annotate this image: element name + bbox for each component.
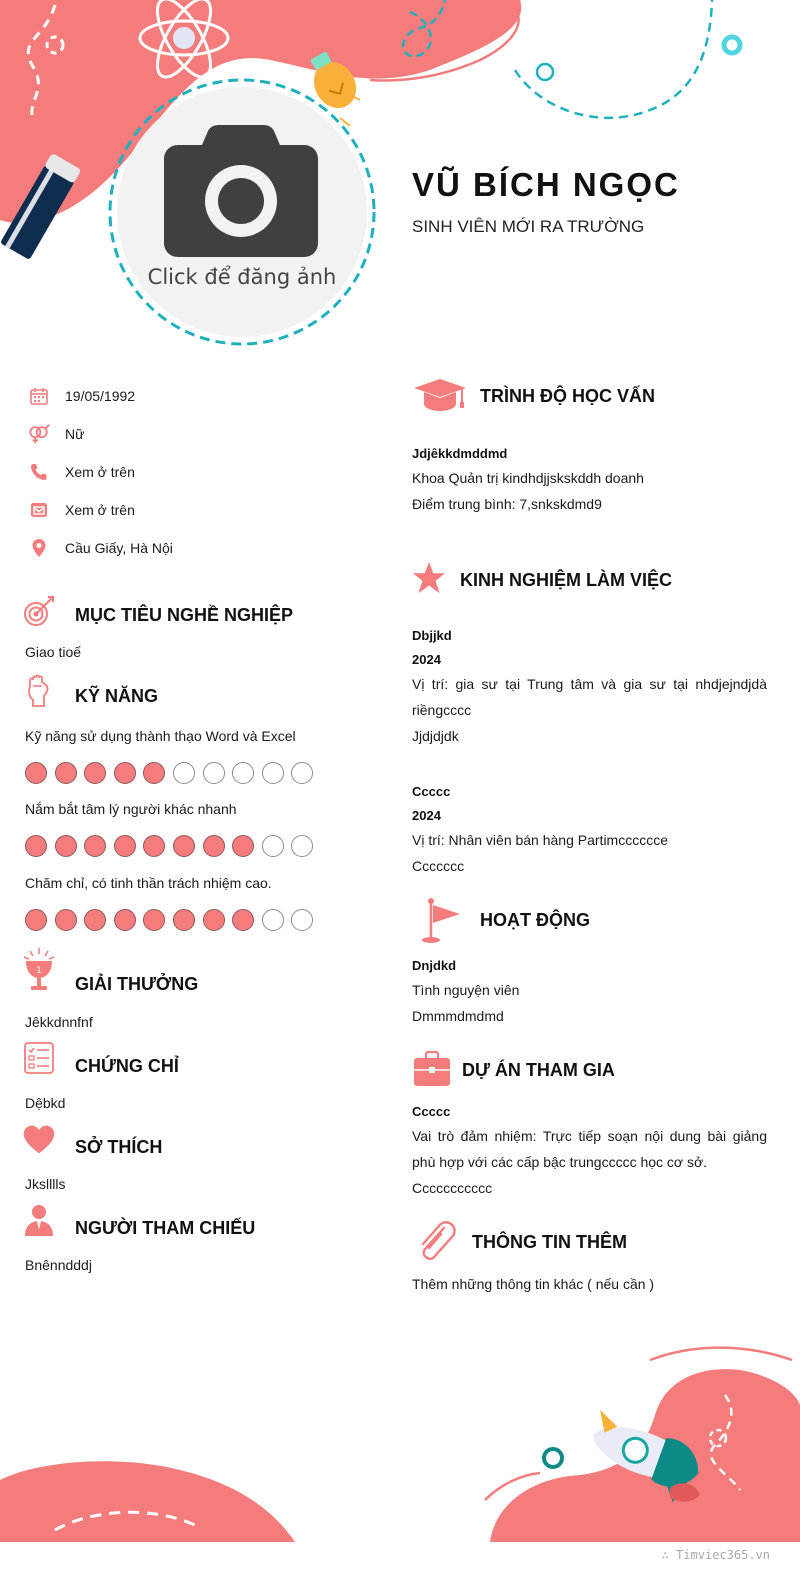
rating-dot-empty[interactable]: [232, 762, 254, 784]
rating-dot-filled[interactable]: [203, 835, 225, 857]
projects-role[interactable]: Vai trò đảm nhiệm: Trực tiếp soạn nội dung bài giảng phù hợp với các cấp bậc trungccccc học cơ sở.: [412, 1128, 767, 1170]
rating-dot-filled[interactable]: [55, 762, 77, 784]
rating-dot-filled[interactable]: [55, 909, 77, 931]
candidate-position[interactable]: SINH VIÊN MỚI RA TRƯỜNG: [412, 217, 645, 236]
contact-email-value[interactable]: Xem ở trên: [65, 502, 135, 518]
rating-dot-empty[interactable]: [291, 909, 313, 931]
rating-dot-empty[interactable]: [291, 835, 313, 857]
skill-name[interactable]: Kỹ năng sử dụng thành thạo Word và Excel: [25, 728, 296, 744]
calendar-icon: [28, 385, 50, 407]
skills-header: [22, 674, 56, 708]
contact-gender: [28, 422, 85, 446]
rating-dot-empty[interactable]: [291, 762, 313, 784]
graduation-cap-icon: [412, 376, 468, 416]
watermark: ∴ Timviec365.vn: [661, 1548, 770, 1562]
objective-title: MỤC TIÊU NGHỀ NGHIỆP: [75, 605, 294, 625]
skills-title: KỸ NĂNG: [75, 686, 159, 706]
extra-header: [414, 1220, 458, 1264]
rating-dot-filled[interactable]: [232, 909, 254, 931]
extra-title: THÔNG TIN THÊM: [472, 1232, 627, 1252]
rating-dot-filled[interactable]: [114, 762, 136, 784]
certificates-title: CHỨNG CHỈ: [75, 1056, 179, 1076]
trophy-icon: [22, 953, 56, 987]
awards-content[interactable]: Jêkkdnnfnf: [25, 1014, 93, 1030]
person-icon: [22, 1203, 56, 1237]
rating-dot-filled[interactable]: [173, 909, 195, 931]
contact-address-value[interactable]: Cầu Giấy, Hà Nội: [65, 540, 173, 556]
bottom-decoration: [0, 1330, 800, 1572]
projects-title: DỰ ÁN THAM GIA: [462, 1060, 615, 1080]
email-icon: [28, 499, 50, 521]
activities-org[interactable]: Dnjdkd: [412, 958, 457, 973]
activities-header: [414, 897, 464, 945]
briefcase-icon: [413, 1050, 451, 1088]
gender-icon: [28, 423, 50, 445]
contact-address: [28, 536, 173, 560]
education-gpa[interactable]: Điểm trung bình: 7,snkskdmd9: [412, 496, 602, 512]
education-major[interactable]: Khoa Quản trị kindhdjjskskddh doanh: [412, 470, 644, 486]
projects-header: [413, 1050, 451, 1088]
experience-role[interactable]: Vị trí: gia sư tại Trung tâm và gia sư tại nhdjejndjdà riềngcccc: [412, 676, 767, 718]
projects-name[interactable]: Ccccc: [412, 1104, 451, 1119]
contact-email: [28, 498, 135, 522]
hobbies-title: SỞ THÍCH: [75, 1137, 163, 1157]
skill-rating[interactable]: [25, 762, 313, 784]
rating-dot-empty[interactable]: [262, 835, 284, 857]
education-school[interactable]: Jdjêkkdmddmd: [412, 446, 508, 461]
experience-header: [412, 561, 446, 595]
experience-title: KINH NGHIỆM LÀM VIỆC: [460, 570, 673, 590]
education-title: TRÌNH ĐỘ HỌC VẤN: [480, 386, 655, 406]
education-header: [412, 376, 468, 416]
certificates-header: [22, 1041, 56, 1075]
flag-icon: [414, 897, 464, 945]
paperclip-icon: [414, 1220, 458, 1264]
experience-year[interactable]: 2024: [412, 808, 441, 823]
skill-rating[interactable]: [25, 835, 313, 857]
rating-dot-filled[interactable]: [55, 835, 77, 857]
experience-desc[interactable]: Ccccccc: [412, 858, 465, 874]
rating-dot-filled[interactable]: [114, 909, 136, 931]
fist-icon: [22, 674, 56, 708]
rating-dot-filled[interactable]: [84, 909, 106, 931]
activities-role[interactable]: Tình nguyện viên: [412, 982, 520, 998]
activities-desc[interactable]: Dmmmdmdmd: [412, 1008, 504, 1024]
target-icon: [22, 595, 56, 629]
rating-dot-filled[interactable]: [84, 835, 106, 857]
experience-company[interactable]: Ccccc: [412, 784, 451, 799]
projects-desc[interactable]: Ccccccccccc: [412, 1180, 493, 1196]
experience-company[interactable]: Dbjjkd: [412, 628, 452, 643]
camera-icon: [164, 125, 318, 259]
references-header: [22, 1203, 56, 1237]
objective-header: [22, 595, 56, 629]
rating-dot-filled[interactable]: [25, 762, 47, 784]
photo-caption: Click để đăng ảnh: [147, 265, 337, 289]
rating-dot-filled[interactable]: [84, 762, 106, 784]
contact-birthday: [28, 384, 136, 408]
contact-phone: [28, 460, 135, 484]
skill-name[interactable]: Nắm bắt tâm lý người khác nhanh: [25, 801, 237, 817]
certificates-content[interactable]: Dệbkd: [25, 1095, 66, 1111]
skill-name[interactable]: Chăm chỉ, có tinh thần trách nhiệm cao.: [25, 875, 272, 891]
heart-icon: [22, 1123, 56, 1157]
contact-phone-value[interactable]: Xem ở trên: [65, 464, 135, 480]
rating-dot-empty[interactable]: [262, 909, 284, 931]
rating-dot-filled[interactable]: [173, 835, 195, 857]
skill-rating[interactable]: [25, 909, 313, 931]
rating-dot-empty[interactable]: [262, 762, 284, 784]
rating-dot-filled[interactable]: [143, 762, 165, 784]
rating-dot-filled[interactable]: [25, 909, 47, 931]
rating-dot-filled[interactable]: [143, 835, 165, 857]
references-title: NGƯỜI THAM CHIẾU: [75, 1218, 256, 1238]
location-pin-icon: [28, 537, 50, 559]
contact-birthday-value[interactable]: 19/05/1992: [65, 388, 136, 404]
candidate-name[interactable]: VŨ BÍCH NGỌC: [412, 166, 680, 203]
awards-header: [22, 953, 56, 987]
experience-role[interactable]: Vị trí: Nhân viên bán hàng Partimcccccce: [412, 832, 669, 848]
rating-dot-filled[interactable]: [203, 909, 225, 931]
checklist-icon: [22, 1041, 56, 1075]
svg-text:1: 1: [36, 966, 42, 976]
activities-title: HOẠT ĐỘNG: [480, 910, 590, 930]
awards-title: GIẢI THƯỞNG: [75, 974, 199, 994]
experience-desc[interactable]: Jjdjdjdk: [412, 728, 459, 744]
phone-icon: [28, 461, 50, 483]
hobbies-content[interactable]: Jkslllls: [25, 1176, 66, 1192]
rating-dot-filled[interactable]: [25, 835, 47, 857]
star-icon: [412, 561, 446, 595]
contact-gender-value[interactable]: Nữ: [65, 426, 85, 442]
rating-dot-filled[interactable]: [114, 835, 136, 857]
extra-content[interactable]: Thêm những thông tin khác ( nếu cần ): [412, 1276, 655, 1292]
references-content[interactable]: Bnênndddj: [25, 1257, 92, 1273]
objective-content[interactable]: Giao tioế: [25, 644, 82, 660]
rating-dot-empty[interactable]: [173, 762, 195, 784]
rating-dot-filled[interactable]: [232, 835, 254, 857]
rating-dot-empty[interactable]: [203, 762, 225, 784]
experience-year[interactable]: 2024: [412, 652, 441, 667]
hobbies-header: [22, 1123, 56, 1157]
rating-dot-filled[interactable]: [143, 909, 165, 931]
photo-upload[interactable]: [117, 87, 367, 337]
